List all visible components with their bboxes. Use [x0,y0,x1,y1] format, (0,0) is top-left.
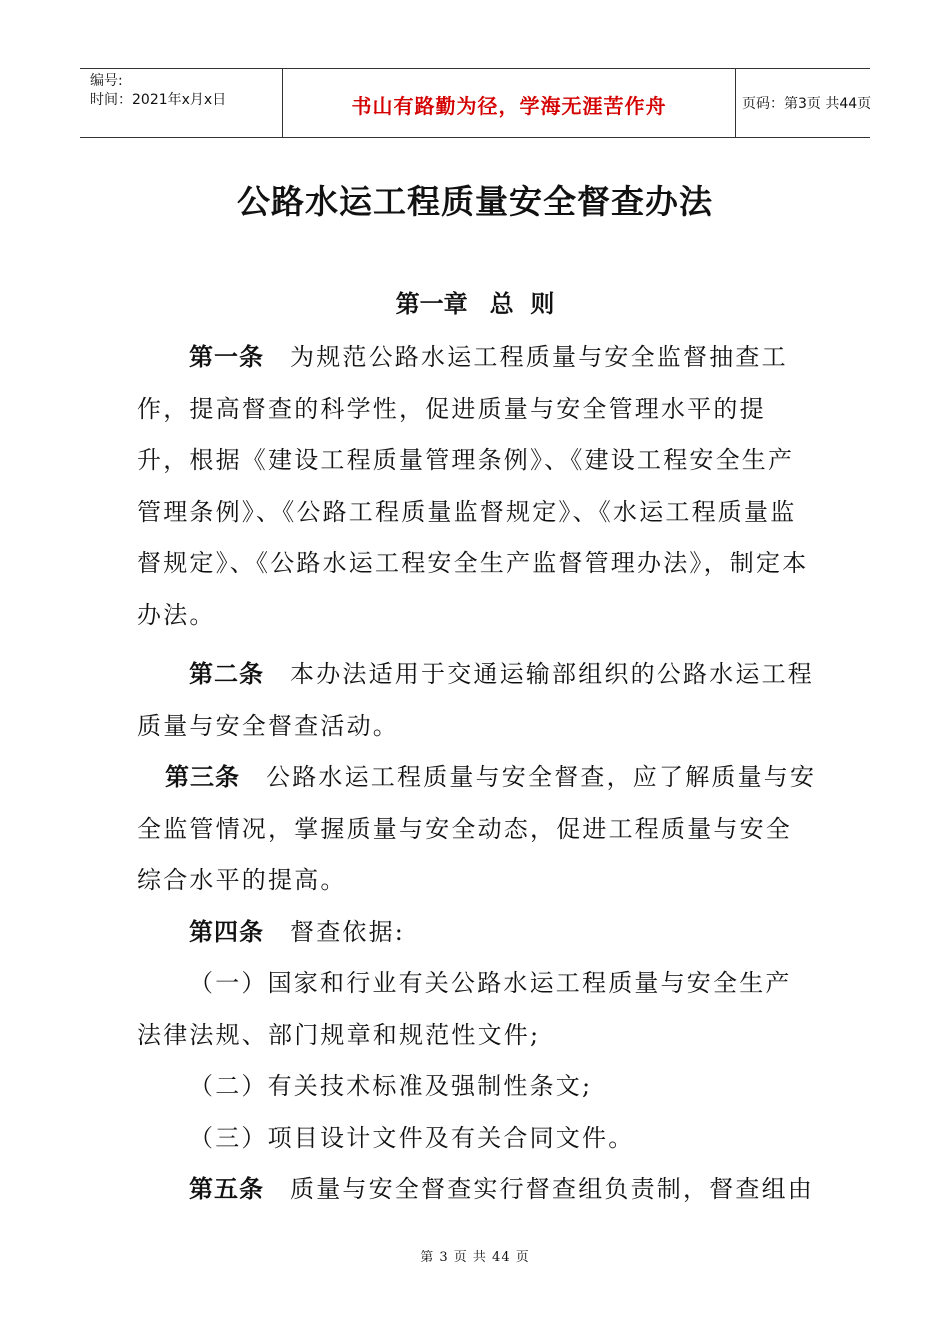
page-code: 页码：第3页 共44页 [742,96,872,112]
article-4 [137,907,817,959]
article-text: 公路水运工程质量与安全督查，应了解质量与安全监管情况，掌握质量与安全动态，促进工程质量与安全综合水平的提高。 [137,763,817,894]
number-label: 编号: [90,73,123,89]
chapter-name: 总 则 [489,290,555,318]
article-2 [137,649,817,752]
article-1 [137,332,817,641]
list-item: （二）有关技术标准及强制性条文; [189,1072,593,1100]
article-text: 为规范公路水运工程质量与安全监督抽查工作，提高督查的科学性，促进质量与安全管理水平的提升，根据《建设工程质量管理条例》、《建设工程安全生产管理条例》、《公路工程质量监督规定》、《水运工程质量监督规定》、《公路水运工程安全生产监督管理办法》，制定本办法。 [137,343,809,629]
article-text: 质量与安全督查实行督查组负责制，督查组由 [290,1175,814,1203]
article-label: 第四条 [189,917,264,946]
article-text: 本办法适用于交通运输部组织的公路水运工程质量与安全督查活动。 [137,660,814,740]
header-motto-cell [282,69,736,137]
list-item: （一）国家和行业有关公路水运工程质量与安全生产法律法规、部门规章和规范性文件; [137,969,792,1049]
page-footer: 第 3 页 共 44 页 [420,1250,530,1265]
chapter-number: 第一章 [395,290,468,318]
article-text: 督查依据: [290,917,406,946]
article-3 [137,752,817,907]
article-label: 第一条 [189,343,264,371]
header-page-cell [734,69,870,137]
header-meta [80,69,282,140]
document-title: 公路水运工程质量安全督查办法 [237,182,713,221]
time-label: 时间：2021年x月x日 [90,92,227,108]
motto: 书山有路勤为径，学海无涯苦作舟 [351,93,667,118]
article-5 [137,1164,817,1216]
list-item: （三）项目设计文件及有关合同文件。 [189,1123,635,1152]
article-label: 第五条 [189,1175,264,1203]
chapter-heading [0,284,950,319]
article-label: 第二条 [189,660,264,688]
document-body [137,332,817,1216]
header-table [80,68,870,138]
article-label: 第三条 [165,763,240,791]
